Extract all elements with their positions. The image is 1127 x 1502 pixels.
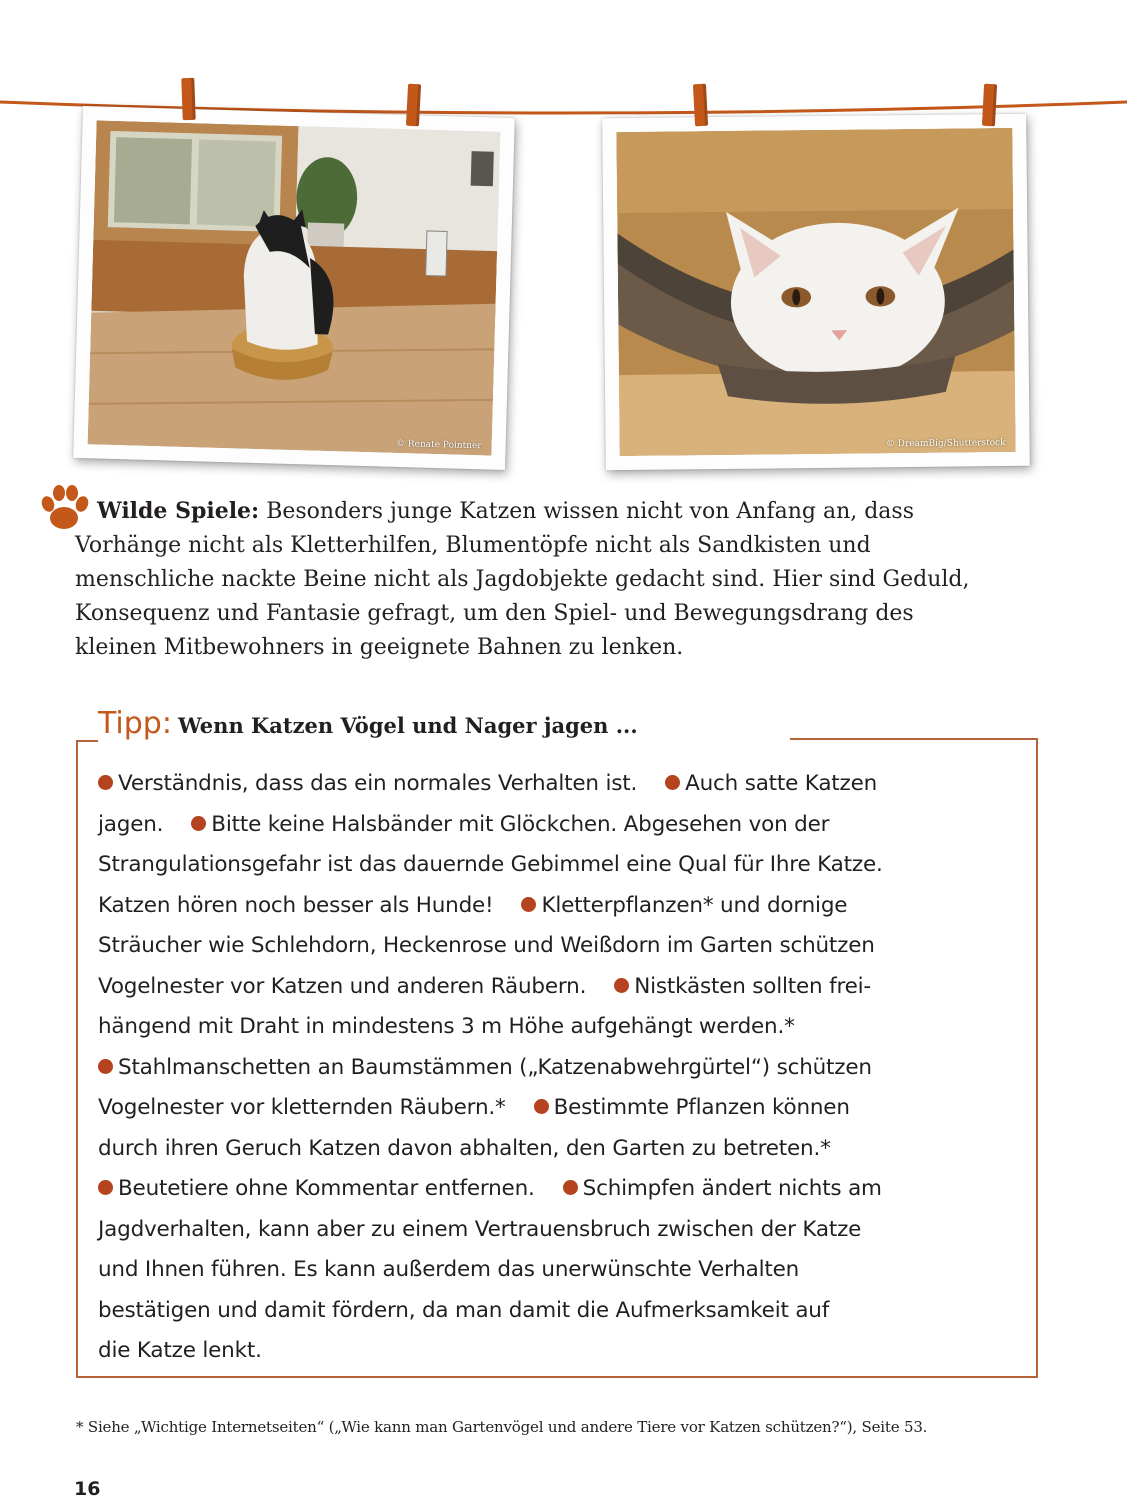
footnote: * Siehe „Wichtige Internetseiten“ („Wie kann man Gartenvögel und andere Tiere vor Katzen schützen?“), Seite 53.: [76, 1418, 928, 1436]
tip-line: die Katze lenkt.: [98, 1338, 262, 1363]
intro-line: Vorhänge nicht als Kletterhilfen, Blumentöpfe nicht als Sandkisten und: [75, 533, 871, 558]
bullet-icon: [98, 1059, 113, 1074]
clothes-peg: [693, 84, 708, 127]
tip-line: Katzen hören noch besser als Hunde! Kletterpflanzen* und dornige: [98, 892, 848, 918]
photo-credit-right: © DreamBig/Shutterstock: [885, 438, 1006, 450]
tip-title: [98, 706, 638, 741]
bullet-icon: [98, 775, 113, 790]
intro-paragraph: [75, 494, 1075, 665]
cat-in-basket-image: [88, 120, 501, 455]
tip-line: durch ihren Geruch Katzen davon abhalten, den Garten zu betreten.*: [98, 1135, 831, 1161]
intro-line: Wilde Spiele: Besonders junge Katzen wissen nicht von Anfang an, dass: [97, 498, 915, 524]
tip-box-border: [76, 740, 98, 742]
bullet-icon: [665, 775, 680, 790]
tip-line: Verständnis, dass das ein normales Verhalten ist. Auch satte Katzen: [98, 764, 1008, 805]
tip-line: Beutetiere ohne Kommentar entfernen. Schimpfen ändert nichts am: [98, 1169, 1008, 1210]
tip-line: bestätigen und damit fördern, da man damit die Aufmerksamkeit auf: [98, 1297, 830, 1323]
intro-line: menschliche nackte Beine nicht als Jagdobjekte gedacht sind. Hier sind Geduld,: [75, 567, 970, 592]
intro-line: Konsequenz und Fantasie gefragt, um den Spiel- und Bewegungsdrang des: [75, 601, 914, 626]
tip-text: [98, 764, 1008, 1372]
tip-label: Tipp:: [98, 706, 172, 741]
clothes-peg: [181, 78, 195, 120]
tip-line: Vogelnester vor Katzen und anderen Räubern. Nistkästen sollten frei-: [98, 973, 871, 999]
tip-line: und Ihnen führen. Es kann außerdem das unerwünschte Verhalten: [98, 1257, 800, 1282]
tip-line: Vogelnester vor kletternden Räubern.* Bestimmte Pflanzen können: [98, 1095, 850, 1120]
bullet-icon: [534, 1099, 549, 1114]
tip-line: Strangulationsgefahr ist das dauernde Gebimmel eine Qual für Ihre Katze.: [98, 852, 883, 877]
bullet-icon: [563, 1180, 578, 1195]
tip-line: Sträucher wie Schlehdorn, Heckenrose und Weißdorn im Garten schützen: [98, 933, 875, 958]
tip-line: Stahlmanschetten an Baumstämmen („Katzenabwehrgürtel“) schützen: [98, 1048, 1008, 1089]
bullet-icon: [98, 1180, 113, 1195]
intro-line: kleinen Mitbewohners in geeignete Bahnen zu lenken.: [75, 635, 684, 660]
photo-white-cat-in-hammock: [602, 114, 1030, 470]
tip-line: Jagdverhalten, kann aber zu einem Vertrauensbruch zwischen der Katze: [98, 1216, 862, 1242]
tip-box-border: [790, 738, 1038, 740]
tip-heading: Wenn Katzen Vögel und Nager jagen ...: [177, 713, 638, 738]
intro-lead: Wilde Spiele:: [97, 498, 260, 524]
bullet-icon: [191, 816, 206, 831]
photo-cat-in-basket: [73, 106, 515, 470]
white-cat-image: [616, 128, 1015, 456]
clothes-peg: [982, 84, 997, 127]
tip-line: jagen. Bitte keine Halsbänder mit Glöckchen. Abgesehen von der: [98, 811, 830, 837]
bullet-icon: [614, 978, 629, 993]
bullet-icon: [521, 897, 536, 912]
tip-line: hängend mit Draht in mindestens 3 m Höhe aufgehängt werden.*: [98, 1014, 795, 1039]
page-number: 16: [74, 1478, 101, 1500]
clothes-peg: [406, 84, 421, 127]
photo-credit-left: © Renate Pointner: [395, 438, 482, 452]
